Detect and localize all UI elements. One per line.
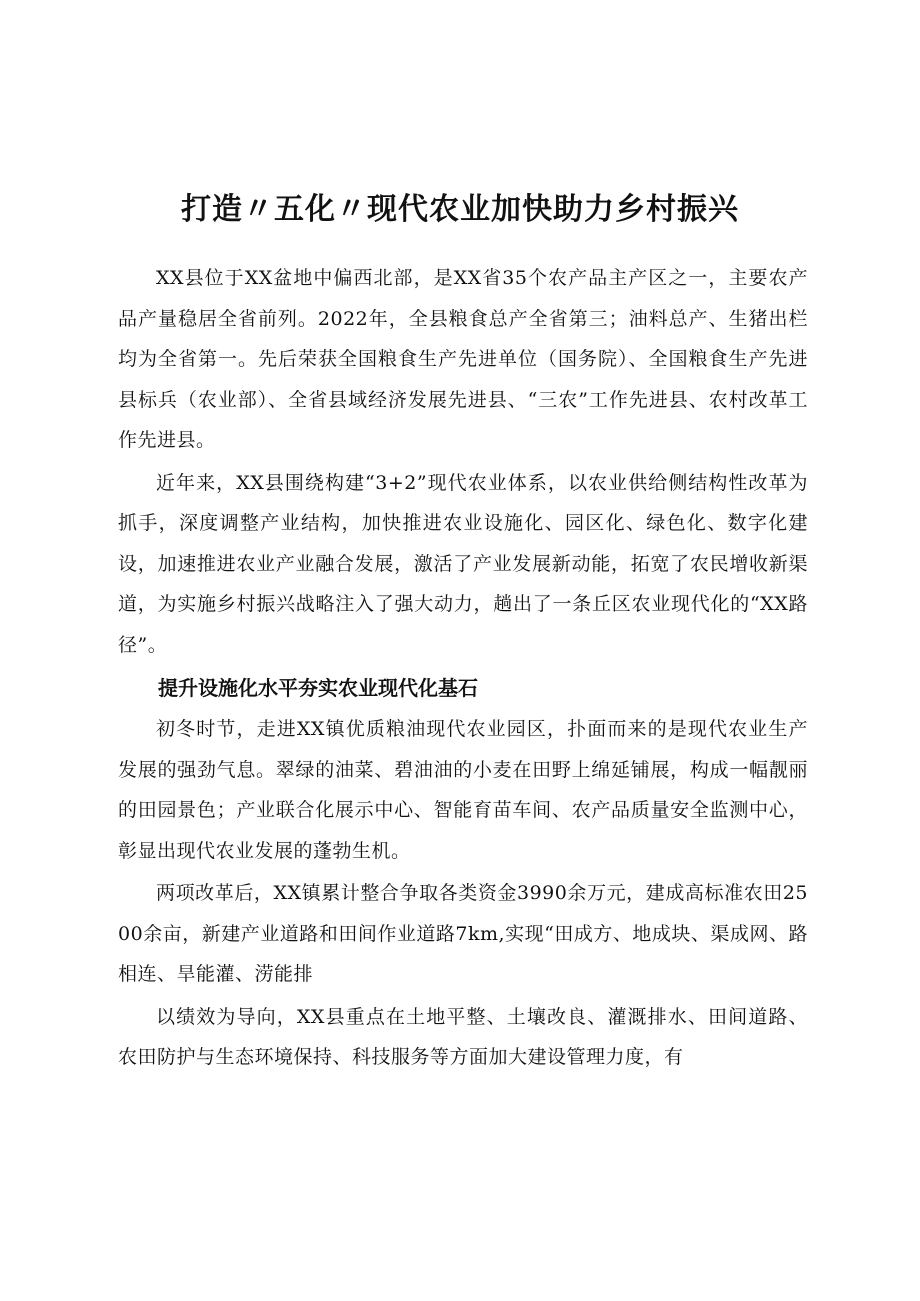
section-paragraph: 初冬时节，走进XX镇优质粮油现代农业园区，扑面而来的是现代农业生产发展的强劲气息。翠绿的油菜、碧油油的小麦在田野上绵延铺展，构成一幅靓丽的田园景色；产业联合化展示中心、智能育苗车间、农产品质量安全监测中心，彰显出现代农业发展的蓬勃生机。 [118, 718, 808, 862]
section-paragraph: 两项改革后，XX镇累计整合争取各类资金3990余万元，建成高标准农田2500余亩，新建产业道路和田间作业道路7km,实现“田成方、地成块、渠成网、路相连、旱能灌、涝能排 [118, 882, 808, 985]
intro-paragraph: XX县位于XX盆地中偏西北部，是XX省35个农产品主产区之一，主要农产品产量稳居全省前列。2022年，全县粮食总产全省第三；油料总产、生猪出栏均为全省第一。先后荣获全国粮食生产先进单位（国务院）、全国粮食生产先进县标兵（农业部）、全省县域经济发展先进县、“三农”工作先进县、农村改革工作先进县。 [118, 267, 808, 451]
section-paragraph: 以绩效为导向，XX县重点在土地平整、土壤改良、灌溉排水、田间道路、农田防护与生态环境保持、科技服务等方面加大建设管理力度，有 [118, 1005, 808, 1068]
overview-paragraph: 近年来，XX县围绕构建“3+2”现代农业体系，以农业供给侧结构性改革为抓手，深度调整产业结构，加快推进农业设施化、园区化、绿色化、数字化建设，加速推进农业产业融合发展，激活了产业发展新动能，拓宽了农民增收新渠道，为实施乡村振兴战略注入了强大动力，趟出了一条丘区农业现代化的“XX路径”。 [118, 471, 808, 656]
document-body [118, 258, 808, 1078]
document-title: 打造〃五化〃现代农业加快助力乡村振兴 [181, 192, 739, 228]
section-heading: 提升设施化水平夯实农业现代化基石 [158, 676, 478, 700]
